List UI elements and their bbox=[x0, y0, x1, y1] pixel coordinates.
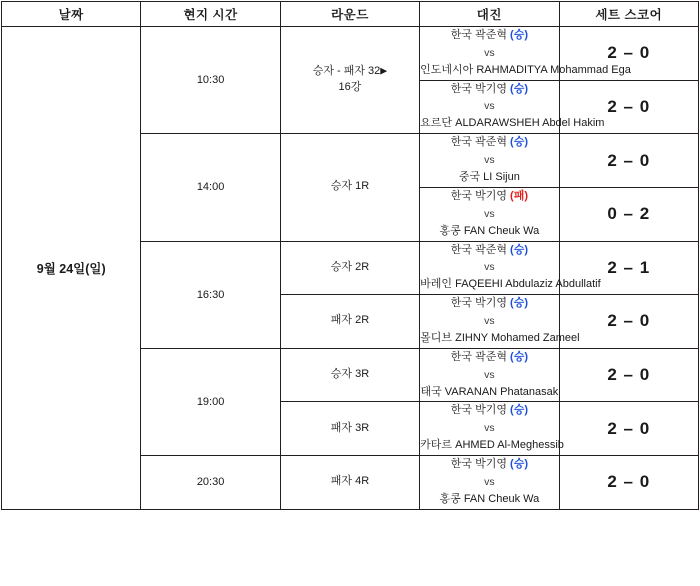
player-one-result-badge: (승) bbox=[510, 29, 528, 41]
player-one-result-badge: (승) bbox=[510, 458, 528, 470]
table-header-row bbox=[2, 2, 699, 27]
player-one-name: 곽준혁 bbox=[475, 243, 507, 256]
set-score-cell: 2 – 0 bbox=[559, 134, 698, 188]
versus-label: vs bbox=[484, 422, 495, 435]
set-score-cell: 0 – 2 bbox=[559, 187, 698, 241]
matchup-cell bbox=[420, 402, 564, 456]
player-two-line: 인도네시아 RAHMADITYA Mohammad Ega bbox=[420, 63, 631, 76]
player-one-country: 한국 bbox=[450, 189, 473, 202]
matchup-cell bbox=[420, 241, 601, 295]
player-one-line bbox=[420, 81, 558, 99]
round-cell bbox=[280, 402, 419, 456]
player-one-line bbox=[420, 242, 558, 260]
table-body bbox=[2, 27, 699, 510]
round-label: 승자 - 패자 32 bbox=[312, 65, 381, 78]
player-two-line: 몰디브 ZIHNY Mohamed Zameel bbox=[420, 331, 580, 344]
round-label: 패자 2R bbox=[330, 314, 370, 327]
arrow-right-icon: ▶ bbox=[380, 65, 388, 76]
round-label: 승자 3R bbox=[330, 368, 370, 381]
player-two-line: 바레인 FAQEEHI Abdulaziz Abdullatif bbox=[420, 278, 601, 291]
player-one-country: 한국 bbox=[450, 404, 473, 417]
versus-label: vs bbox=[484, 368, 495, 381]
player-one-country: 한국 bbox=[450, 136, 473, 149]
matchup-cell bbox=[420, 456, 559, 510]
player-one-country: 한국 bbox=[450, 29, 473, 41]
player-one-line bbox=[420, 295, 558, 313]
column-header-matchup: 대진 bbox=[420, 2, 559, 27]
set-score-cell: 2 – 1 bbox=[559, 241, 698, 295]
round-cell bbox=[280, 241, 419, 295]
player-one-name: 박기영 bbox=[475, 82, 507, 95]
player-two-line: 홍콩 FAN Cheuk Wa bbox=[439, 492, 540, 505]
player-one-result-badge: (승) bbox=[510, 297, 528, 310]
player-one-result-badge: (승) bbox=[510, 350, 528, 363]
time-cell: 16:30 bbox=[141, 241, 280, 348]
player-two-line: 태국 VARANAN Phatanasak bbox=[420, 385, 559, 398]
versus-label: vs bbox=[484, 261, 495, 274]
set-score-cell: 2 – 0 bbox=[559, 456, 698, 510]
player-one-name: 곽준혁 bbox=[475, 136, 507, 149]
player-one-line bbox=[420, 134, 558, 152]
matchup-cell bbox=[420, 134, 559, 188]
time-cell: 19:00 bbox=[141, 348, 280, 455]
player-one-country: 한국 bbox=[450, 243, 473, 256]
player-one-name: 박기영 bbox=[475, 458, 507, 470]
time-cell: 14:00 bbox=[141, 134, 280, 241]
versus-label: vs bbox=[484, 475, 495, 488]
player-one-result-badge: (패) bbox=[510, 189, 528, 202]
matchup-cell bbox=[420, 80, 605, 134]
column-header-local-time: 현지 시간 bbox=[141, 2, 280, 27]
round-label: 승자 1R bbox=[330, 180, 370, 193]
player-two-line: 중국 LI Sijun bbox=[458, 171, 520, 184]
round-cell bbox=[280, 456, 419, 510]
set-score-cell: 2 – 0 bbox=[559, 348, 698, 402]
versus-label: vs bbox=[484, 207, 495, 220]
matchup-cell bbox=[420, 187, 559, 241]
player-two-line: 요르단 ALDARAWSHEH Abdel Hakim bbox=[420, 117, 605, 130]
column-header-date: 날짜 bbox=[2, 2, 141, 27]
set-score-cell: 2 – 0 bbox=[559, 27, 698, 81]
set-score-cell: 2 – 0 bbox=[559, 295, 698, 349]
table-row bbox=[2, 27, 699, 81]
player-one-result-badge: (승) bbox=[510, 404, 528, 417]
versus-label: vs bbox=[484, 154, 495, 167]
player-one-country: 한국 bbox=[450, 82, 473, 95]
player-one-result-badge: (승) bbox=[510, 243, 528, 256]
player-one-country: 한국 bbox=[450, 350, 473, 363]
versus-label: vs bbox=[484, 314, 495, 327]
table-header bbox=[2, 2, 699, 27]
round-label-secondary: 16강 bbox=[338, 81, 362, 94]
column-header-set-score: 세트 스코어 bbox=[559, 2, 698, 27]
player-one-line bbox=[420, 456, 558, 474]
matchup-cell bbox=[420, 348, 559, 402]
time-cell: 10:30 bbox=[141, 27, 280, 134]
player-two-line: 홍콩 FAN Cheuk Wa bbox=[439, 224, 540, 237]
time-cell: 20:30 bbox=[141, 456, 280, 510]
round-cell bbox=[280, 134, 419, 241]
player-one-result-badge: (승) bbox=[510, 136, 528, 149]
player-two-line: 카타르 AHMED Al-Meghessib bbox=[420, 439, 564, 452]
player-one-country: 한국 bbox=[450, 458, 473, 470]
round-label: 승자 2R bbox=[330, 260, 370, 273]
player-one-name: 박기영 bbox=[475, 404, 507, 417]
player-one-name: 곽준혁 bbox=[475, 29, 507, 41]
set-score-cell: 2 – 0 bbox=[559, 80, 698, 134]
date-cell: 9월 24일(일) bbox=[2, 27, 141, 510]
player-one-name: 박기영 bbox=[475, 297, 507, 310]
round-cell bbox=[280, 295, 419, 349]
player-one-line bbox=[420, 188, 558, 206]
player-one-result-badge: (승) bbox=[510, 82, 528, 95]
set-score-cell: 2 – 0 bbox=[559, 402, 698, 456]
round-cell bbox=[280, 27, 419, 134]
player-one-line bbox=[420, 27, 558, 45]
player-one-name: 박기영 bbox=[475, 189, 507, 202]
matchup-cell bbox=[420, 295, 580, 349]
round-label: 패자 3R bbox=[330, 421, 370, 434]
round-label: 패자 4R bbox=[330, 475, 370, 488]
column-header-round: 라운드 bbox=[280, 2, 419, 27]
player-one-name: 곽준혁 bbox=[475, 350, 507, 363]
versus-label: vs bbox=[484, 46, 495, 59]
player-one-country: 한국 bbox=[450, 297, 473, 310]
match-schedule-table bbox=[1, 1, 699, 510]
player-one-line bbox=[420, 349, 558, 367]
round-cell bbox=[280, 348, 419, 402]
player-one-line bbox=[420, 402, 558, 420]
versus-label: vs bbox=[484, 100, 495, 113]
